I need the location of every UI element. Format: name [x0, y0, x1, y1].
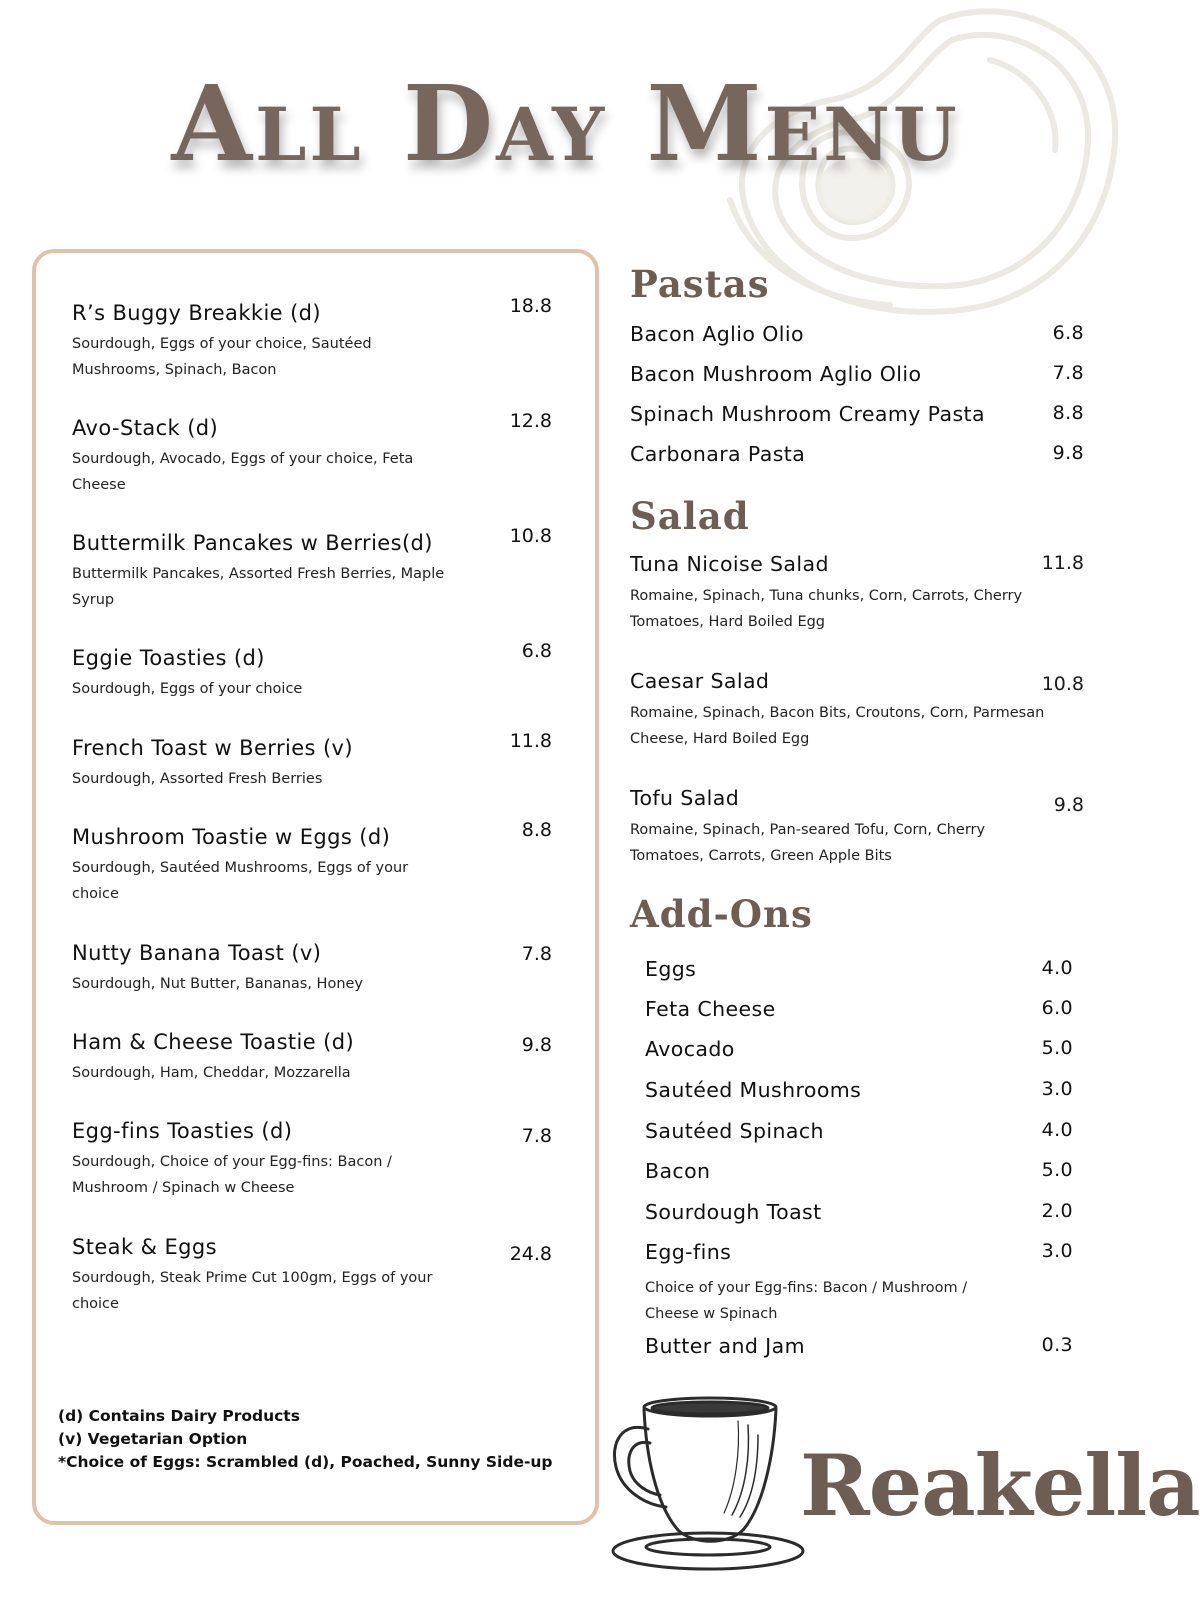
pasta-item [630, 402, 1084, 426]
addon-price: 4.0 [1041, 957, 1073, 979]
addon-item [645, 1159, 1073, 1183]
addon-price: 2.0 [1041, 1200, 1073, 1222]
menu-item-desc: Sourdough, Ham, Cheddar, Mozzarella [72, 1065, 351, 1081]
menu-item-desc: Sourdough, Sautéed Mushrooms, Eggs of your choice [72, 860, 409, 902]
addon-price: 5.0 [1041, 1037, 1073, 1059]
menu-item-desc: Sourdough, Choice of your Egg-fins: Bacon / Mushroom / Spinach w Cheese [72, 1154, 392, 1196]
pasta-price: 7.8 [1052, 362, 1084, 384]
addon-item [645, 1119, 1073, 1143]
menu-item-name: Avo-Stack (d) [72, 416, 219, 440]
addon-item [645, 1200, 1073, 1224]
addon-price: 5.0 [1041, 1159, 1073, 1181]
menu-item-name: Eggie Toasties (d) [72, 646, 265, 670]
menu-item [72, 1235, 552, 1317]
menu-item [72, 1030, 552, 1086]
pasta-price: 8.8 [1052, 402, 1084, 424]
addons-heading: Add-Ons [630, 892, 813, 936]
pasta-price: 9.8 [1052, 442, 1084, 464]
salad-desc: Romaine, Spinach, Bacon Bits, Croutons, Corn, Parmesan Cheese, Hard Boiled Egg [630, 705, 1045, 747]
pasta-name: Spinach Mushroom Creamy Pasta [630, 402, 985, 426]
menu-item [72, 730, 552, 792]
menu-item-price: 9.8 [521, 1034, 552, 1056]
note-dairy: (d) Contains Dairy Products [58, 1407, 300, 1425]
menu-item [72, 295, 552, 383]
menu-item-desc: Sourdough, Assorted Fresh Berries [72, 771, 323, 787]
menu-item-desc: Sourdough, Steak Prime Cut 100gm, Eggs of your choice [72, 1270, 433, 1312]
menu-notes [58, 1405, 553, 1474]
pasta-name: Bacon Aglio Olio [630, 322, 804, 346]
addon-name: Sourdough Toast [645, 1200, 822, 1224]
pastas-heading: Pastas [630, 262, 770, 306]
menu-item-desc: Sourdough, Nut Butter, Bananas, Honey [72, 976, 364, 992]
addon-name: Eggs [645, 957, 697, 981]
addon-name: Avocado [645, 1037, 735, 1061]
addon-item [645, 1334, 1073, 1358]
eggfins-desc: Choice of your Egg-fins: Bacon / Mushroom / Cheese w Spinach [645, 1280, 968, 1322]
pasta-item [630, 362, 1084, 386]
addon-name: Butter and Jam [645, 1334, 805, 1358]
salad-item [630, 786, 1084, 869]
addon-price: 6.0 [1041, 997, 1073, 1019]
menu-item-name: Mushroom Toastie w Eggs (d) [72, 825, 391, 849]
brand-logo: Reakella [800, 1436, 1200, 1535]
pasta-name: Bacon Mushroom Aglio Olio [630, 362, 922, 386]
menu-item-desc: Sourdough, Eggs of your choice [72, 681, 303, 697]
addon-price: 4.0 [1041, 1119, 1073, 1141]
salad-name: Tofu Salad [630, 786, 740, 810]
addon-item [645, 997, 1073, 1021]
addon-name: Sautéed Mushrooms [645, 1078, 862, 1102]
menu-item-price: 10.8 [509, 525, 552, 547]
menu-item-name: R’s Buggy Breakkie (d) [72, 301, 321, 325]
addon-name: Feta Cheese [645, 997, 776, 1021]
menu-item-price: 7.8 [521, 1125, 552, 1147]
pasta-price: 6.8 [1052, 322, 1084, 344]
addon-name: Sautéed Spinach [645, 1119, 824, 1143]
menu-item-name: Buttermilk Pancakes w Berries(d) [72, 531, 433, 555]
menu-item-price: 18.8 [509, 295, 552, 317]
pasta-item [630, 322, 1084, 346]
salad-price: 9.8 [1053, 794, 1084, 816]
addon-item [645, 1240, 1073, 1264]
menu-item [72, 941, 552, 997]
menu-item-name: French Toast w Berries (v) [72, 736, 353, 760]
salad-desc: Romaine, Spinach, Tuna chunks, Corn, Carrots, Cherry Tomatoes, Hard Boiled Egg [630, 588, 1023, 630]
note-eggs: *Choice of Eggs: Scrambled (d), Poached, Sunny Side-up [58, 1453, 553, 1471]
menu-item [72, 819, 552, 907]
addon-name: Egg-fins [645, 1240, 732, 1264]
addon-item [645, 1078, 1073, 1102]
addon-price: 3.0 [1041, 1078, 1073, 1100]
salad-heading: Salad [630, 494, 750, 538]
page-title: All Day Menu [171, 62, 960, 185]
note-vegetarian: (v) Vegetarian Option [58, 1430, 248, 1448]
menu-item-price: 7.8 [521, 943, 552, 965]
menu-item [72, 410, 552, 498]
salad-price: 10.8 [1041, 673, 1084, 695]
menu-item-desc: Sourdough, Avocado, Eggs of your choice, Feta Cheese [72, 451, 414, 493]
menu-item-name: Ham & Cheese Toastie (d) [72, 1030, 355, 1054]
salad-desc: Romaine, Spinach, Pan-seared Tofu, Corn, Cherry Tomatoes, Carrots, Green Apple Bits [630, 822, 986, 864]
menu-item-name: Nutty Banana Toast (v) [72, 941, 322, 965]
main-menu-panel [32, 249, 599, 1525]
menu-item-desc: Sourdough, Eggs of your choice, Sautéed Mushrooms, Spinach, Bacon [72, 336, 372, 378]
salad-name: Caesar Salad [630, 669, 770, 693]
menu-item-price: 6.8 [521, 640, 552, 662]
addon-price: 3.0 [1041, 1240, 1073, 1262]
menu-item-price: 11.8 [509, 730, 552, 752]
menu-item [72, 525, 552, 613]
addon-item [645, 1037, 1073, 1061]
salad-item [630, 552, 1084, 635]
coffee-cup-icon [608, 1395, 798, 1575]
menu-item-name: Steak & Eggs [72, 1235, 217, 1259]
menu-item-name: Egg-fins Toasties (d) [72, 1119, 293, 1143]
menu-item [72, 1119, 552, 1201]
salad-price: 11.8 [1041, 552, 1084, 574]
menu-item-price: 12.8 [509, 410, 552, 432]
salad-item [630, 669, 1084, 752]
menu-item-desc: Buttermilk Pancakes, Assorted Fresh Berries, Maple Syrup [72, 566, 445, 608]
addon-name: Bacon [645, 1159, 711, 1183]
menu-item [72, 640, 552, 702]
pasta-name: Carbonara Pasta [630, 442, 806, 466]
menu-item-price: 8.8 [521, 819, 552, 841]
pasta-item [630, 442, 1084, 466]
menu-item-price: 24.8 [509, 1243, 552, 1265]
salad-name: Tuna Nicoise Salad [630, 552, 829, 576]
addon-price: 0.3 [1041, 1334, 1073, 1356]
addon-item [645, 957, 1073, 981]
